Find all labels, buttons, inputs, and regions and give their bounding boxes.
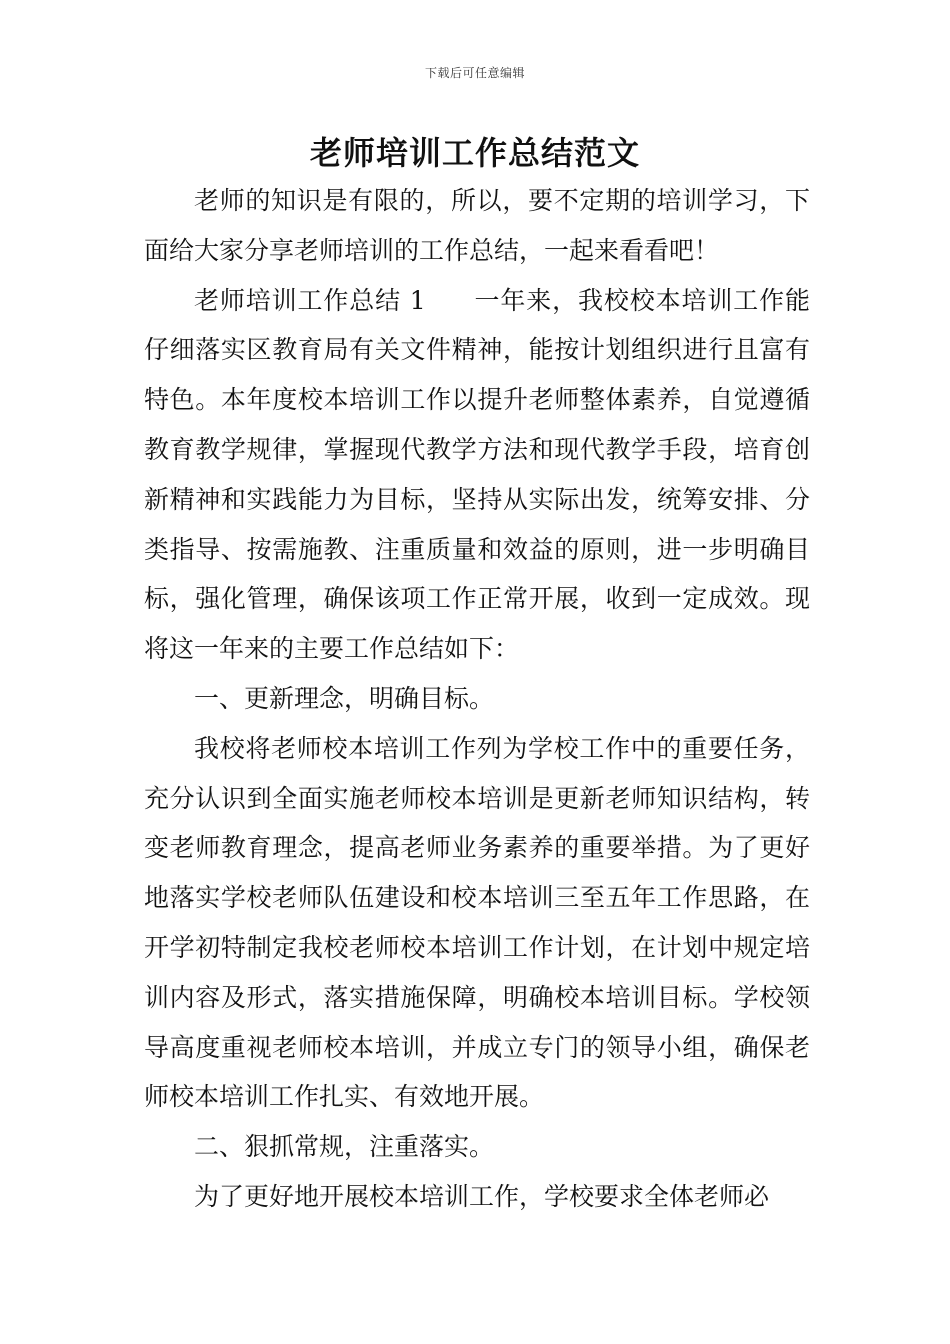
summary-1-paragraph — [144, 276, 810, 674]
intro-paragraph: 老师的知识是有限的，所以，要不定期的培训学习，下面给大家分享老师培训的工作总结，一起来看看吧！ — [144, 186, 810, 265]
section-1-paragraph: 我校将老师校本培训工作列为学校工作中的重要任务，充分认识到全面实施老师校本培训是更新老师知识结构，转变老师教育理念，提高老师业务素养的重要举措。为了更好地落实学校老师队伍建设和校本培训三至五年工作思路，在开学初特制定我校老师校本培训工作计划，在计划中规定培训内容及形式，落实措施保障，明确校本培训目标。学校领导高度重视老师校本培训，并成立专门的领导小组，确保老师校本培训工作扎实、有效地开展。 — [144, 733, 810, 1112]
section-heading-1: 一、更新理念，明确目标。 — [194, 683, 495, 713]
section-heading-2: 二、狠抓常规，注重落实。 — [194, 1132, 495, 1162]
document-body — [144, 176, 810, 1222]
header-note: 下载后可任意编辑 — [424, 66, 525, 80]
section-2-paragraph: 为了更好地开展校本培训工作，学校要求全体老师必 — [194, 1181, 770, 1211]
summary-1-text: 一年来，我校校本培训工作能仔细落实区教育局有关文件精神，能按计划组织进行且富有特色。本年度校本培训工作以提升老师整体素养，自觉遵循教育教学规律，掌握现代教学方法和现代教学手段，培育创新精神和实践能力为目标，坚持从实际出发，统筹安排、分类指导、按需施教、注重质量和效益的原则，进一步明确目标，强化管理，确保该项工作正常开展，收到一定成效。现将这一年来的主要工作总结如下： — [144, 285, 810, 664]
summary-1-label: 老师培训工作总结 1 — [194, 285, 426, 315]
document-title: 老师培训工作总结范文 — [309, 134, 640, 172]
